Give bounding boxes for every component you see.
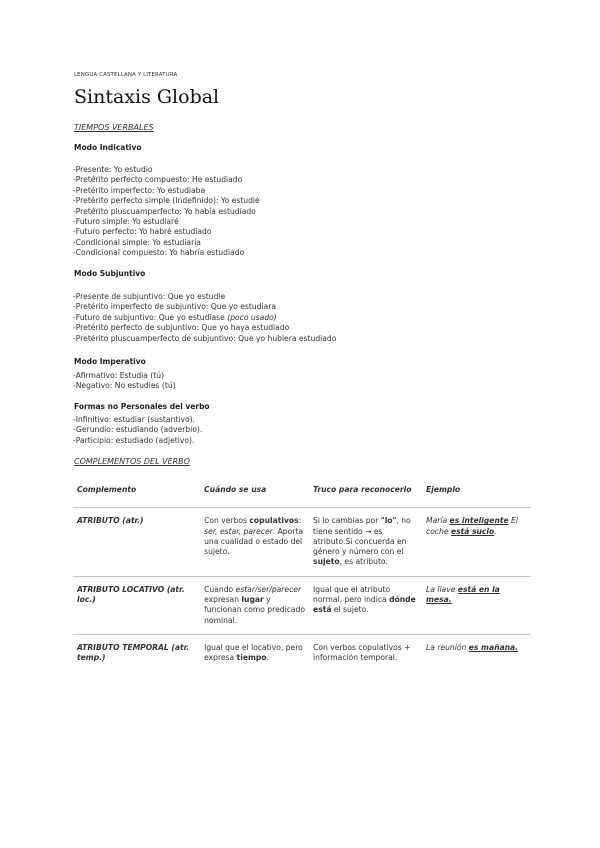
text-span: estar/ser/parecer: [235, 584, 302, 594]
list-subjuntivo: [73, 292, 336, 344]
truco-cell: [309, 576, 422, 634]
list-item: [73, 313, 336, 323]
text-span: está sucio: [450, 526, 495, 536]
text-span: . Aporta una cualidad o estado del sujeto.: [204, 526, 303, 557]
text-span: y funcionan como predicado nominal.: [204, 595, 305, 625]
text-span: Cuando: [204, 584, 236, 594]
text-span: Igual que el atributo normal, pero indica: [313, 584, 391, 605]
list-item: -Pretérito imperfecto de subjuntivo: Que yo estudiara: [73, 302, 277, 312]
table-row: [73, 634, 531, 671]
list-item: -Pretérito perfecto compuesto: He estudiado: [73, 175, 243, 185]
list-item: -Condicional simple: Yo estudiaría: [73, 237, 201, 247]
text-span: .: [266, 653, 269, 663]
list-item: -Gerundio: estudiando (adverbio).: [73, 425, 203, 435]
column-header: Ejemplo: [426, 485, 461, 494]
list-item: -Pretérito perfecto simple (Indefinido): Yo estudié: [73, 196, 260, 206]
text-span: copulativos: [249, 516, 299, 526]
text-span: , es atributo.: [339, 557, 388, 567]
text-span: tiempo: [236, 653, 267, 663]
text-span: Con verbos: [204, 516, 250, 526]
text-span: expresan: [204, 595, 242, 605]
usage-note: (poco usado): [227, 312, 277, 322]
heading-subjuntivo: Modo Subjuntivo: [74, 269, 146, 278]
text-span: sujeto: [313, 557, 340, 567]
list-item: -Negativo: No estudies (tú): [73, 381, 176, 391]
text-span: María: [426, 516, 450, 526]
section-title-tiempos: TIEMPOS VERBALES: [74, 123, 154, 132]
section-title-complementos: COMPLEMENTOS DEL VERBO: [74, 457, 190, 466]
text-span: lugar: [241, 595, 264, 605]
text-span: dónde está: [313, 595, 416, 615]
list-item: -Condicional compuesto: Yo habría estudiado: [73, 248, 245, 258]
ejemplo-cell: [422, 508, 531, 576]
complemento-cell: ATRIBUTO (atr.): [73, 508, 200, 576]
column-header: Cuándo se usa: [204, 485, 267, 494]
text-span: Igual que el locativo, pero expresa: [204, 642, 303, 663]
cuando-cell: [200, 576, 309, 634]
list-item: -Pretérito pluscuamperfecto de subjuntivo: Que yo hubiera estudiado: [73, 333, 337, 343]
complemento-cell: ATRIBUTO LOCATIVO (atr. loc.): [73, 576, 200, 634]
subject-label: LENGUA CASTELLANA Y LITERATURA: [74, 72, 178, 78]
text-span: :: [298, 516, 302, 526]
text-span: Con verbos copulativos + información temporal.: [313, 642, 411, 663]
ejemplo-cell: [422, 576, 531, 634]
list-item: -Presente de subjuntivo: Que yo estudie: [73, 292, 226, 301]
text-span: Si lo cambias por: [313, 516, 381, 526]
heading-imperativo: Modo Imperativo: [74, 357, 146, 366]
text-span: La llave: [426, 584, 458, 594]
table-header-row: [73, 480, 531, 508]
list-item: -Presente: Yo estudio: [73, 165, 153, 174]
cuando-cell: [200, 634, 309, 671]
page-title: Sintaxis Global: [74, 86, 220, 108]
column-header: Complemento: [77, 485, 137, 494]
list-item: -Infinitivo: estudiar (sustantivo).: [73, 415, 195, 424]
complemento-cell: ATRIBUTO TEMPORAL (atr. temp.): [73, 634, 200, 671]
column-header: Truco para reconocerlo: [313, 485, 412, 494]
text-span: "lo": [380, 516, 397, 526]
table-row: [73, 508, 531, 576]
truco-cell: [309, 634, 422, 671]
ejemplo-cell: [422, 634, 531, 671]
heading-indicativo: Modo Indicativo: [74, 143, 142, 152]
cuando-cell: [200, 508, 309, 576]
list-item-text: -Futuro de subjuntivo: Que yo estudiase: [73, 312, 225, 322]
text-span: .: [494, 526, 497, 536]
list-indicativo: [73, 165, 260, 259]
complementos-table: [73, 480, 531, 672]
text-span: , no tiene sentido → es atributo.Si concuerda en género y número con el: [313, 516, 411, 557]
heading-no-personales: Formas no Personales del verbo: [74, 402, 210, 411]
list-item: -Pretérito imperfecto: Yo estudiaba: [73, 185, 206, 195]
text-span: El coche: [426, 516, 518, 536]
truco-cell: [309, 508, 422, 576]
list-item: -Futuro perfecto: Yo habré estudiado: [73, 227, 212, 237]
text-span: ser, estar, parecer: [204, 526, 273, 536]
list-no-personales: [73, 415, 202, 446]
text-span: está en la mesa.: [426, 584, 500, 605]
text-span: La reunión: [426, 642, 469, 652]
list-item: -Pretérito perfecto de subjuntivo: Que yo haya estudiado: [73, 323, 290, 333]
list-item: -Futuro simple: Yo estudiaré: [73, 217, 179, 227]
text-span: el sujeto.: [331, 605, 369, 615]
list-imperativo: [73, 371, 176, 392]
text-span: es mañana.: [468, 642, 519, 652]
list-item: -Participio: estudiado (adjetivo).: [73, 435, 195, 445]
text-span: es inteligente: [449, 516, 509, 526]
table-row: [73, 576, 531, 634]
list-item: -Afirmativo: Estudia (tú): [73, 371, 165, 380]
list-item: -Pretérito pluscuamperfecto: Yo había estudiado: [73, 206, 256, 216]
